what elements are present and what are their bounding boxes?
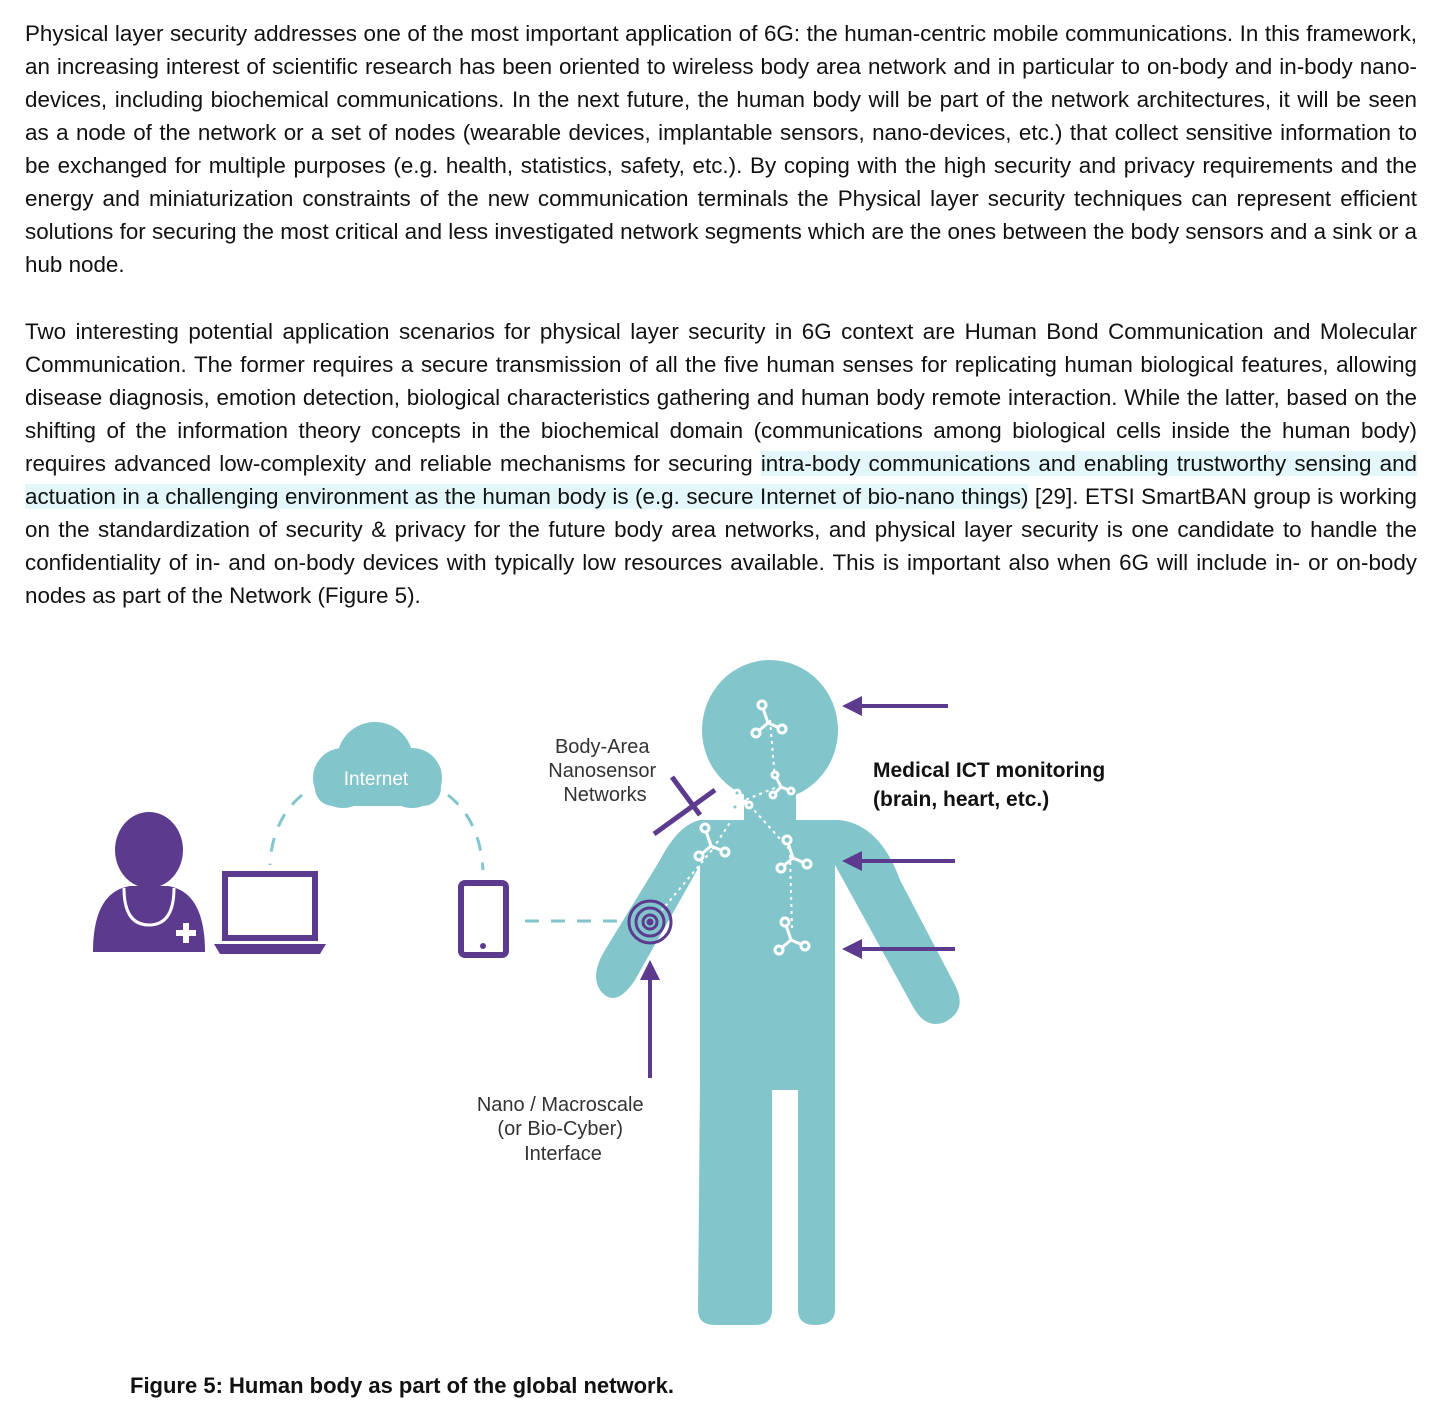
paragraph-1: Physical layer security addresses one of the most important application of 6G: the human-centric mobile communications. In this framework, an increasing interest of scientific research has been oriented to wireless body area network and in particular to on-body and in-body nano-devices, including biochemical communications. In the next future, the human body will be part of the network architectures, it will be seen as a node of the network or a set of nodes (wearable devices, implantable sensors, nano-devices, etc.) that collect sensitive information to be exchanged for multiple purposes (e.g. health, statistics, safety, etc.). By coping with the high security and privacy requirements and the energy and miniaturization constraints of the new communication terminals the Physical layer security techniques can represent efficient solutions for securing the most critical and less investigated network segments which are the ones between the body sensors and a sink or a hub node. bbox=[25, 21, 1417, 277]
laptop-icon bbox=[214, 874, 326, 954]
doctor-icon bbox=[93, 812, 205, 952]
nanosensor-label-line-2: Nanosensor bbox=[548, 760, 657, 782]
figure-5 bbox=[0, 660, 1446, 1340]
cloud-label: Internet bbox=[343, 769, 409, 790]
interface-label-line-2: (or Bio-Cyber) bbox=[497, 1118, 624, 1140]
paragraph-2-text-end: [29]. ETSI SmartBAN group is working on the standardization of security & privacy for the future body area networks, and physical layer security is one candidate to handle the confidentiality of in- and on-body devices with typically low resources available. This is important also when 6G will include in- or on-body nodes as part of the Network (Figure 5). bbox=[25, 484, 1417, 608]
nanosensor-label bbox=[548, 736, 661, 806]
interface-label-line-1: Nano / Macroscale bbox=[476, 1094, 644, 1116]
monitoring-label-line-2: (brain, heart, etc.) bbox=[873, 788, 1050, 811]
paragraph-2-text: Two interesting potential application scenarios for physical layer security in 6G context are Human Bond Communication and Molecular Communication. The former requires a secure transmission of all the five human senses for replicating human biological features, allowing disease diagnosis, emotion detection, biological characteristics gathering and human body remote interaction. While the latter, based on the shifting of the information theory concepts in the biochemical domain (communications among biological cells inside the human body) requires advanced low-complexity and reliable mechanisms for securing bbox=[25, 319, 1417, 476]
smartphone-icon bbox=[461, 883, 506, 955]
interface-label-line-3: Interface bbox=[524, 1143, 602, 1165]
monitoring-label bbox=[873, 759, 1111, 811]
interface-label bbox=[477, 1094, 649, 1165]
figure-caption: Figure 5: Human body as part of the global network. bbox=[130, 1373, 674, 1398]
nanosensor-label-line-1: Body-Area bbox=[554, 736, 650, 758]
connection-lines bbox=[270, 795, 618, 921]
nanosensor-label-line-3: Networks bbox=[563, 784, 647, 806]
monitoring-label-line-1: Medical ICT monitoring bbox=[873, 759, 1106, 782]
cloud-icon bbox=[313, 722, 442, 808]
highlighted-text[interactable]: intra-body communications and enabling trustworthy sensing and actuation in a challenging environment as the human body is (e.g. secure Internet of bio-nano things) bbox=[25, 451, 1417, 509]
paragraph-2 bbox=[25, 315, 1417, 612]
interface-target-icon bbox=[629, 901, 671, 943]
